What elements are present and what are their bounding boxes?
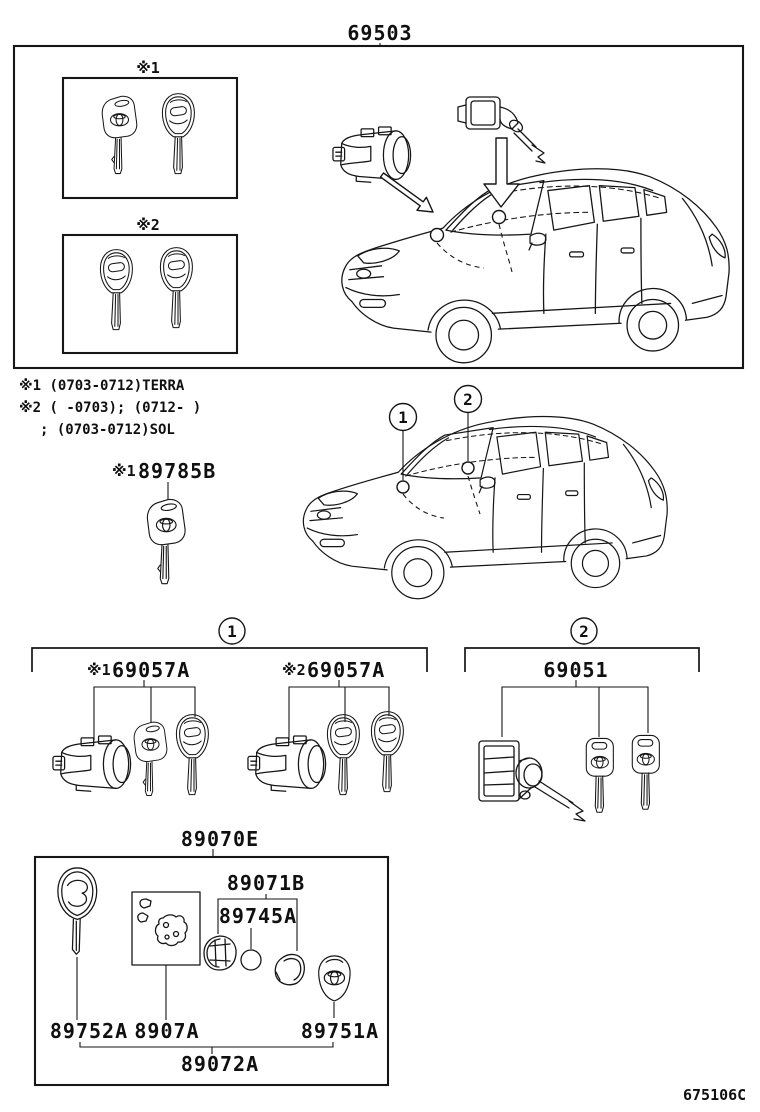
callout-2-number: 2 [463, 390, 473, 409]
set2-leader-lines [289, 687, 389, 740]
pointer-arrow [381, 173, 434, 212]
hidden-line [468, 476, 480, 514]
covered-key-illustration [327, 715, 359, 795]
variant1-box [63, 78, 237, 198]
door-key-illustration [632, 735, 659, 809]
covered-key-illustration [162, 94, 194, 174]
circuit-module-illustration [155, 915, 187, 946]
group1-ignition-sets [32, 618, 427, 795]
callout-1-number: 1 [398, 408, 408, 427]
lock-position-marker [431, 229, 444, 242]
hidden-line [437, 243, 484, 268]
transponder-key-section [112, 459, 216, 584]
application-notes [19, 378, 201, 438]
variant2-box [63, 235, 237, 353]
part-number-69503: 69503 [347, 21, 413, 45]
group2-door-lock-set [465, 618, 699, 821]
part-number-69051: 69051 [543, 658, 609, 682]
set1-prefix: ※1 [87, 661, 111, 679]
part-number-89785B: 89785B [138, 459, 217, 483]
lock-position-marker [462, 462, 474, 474]
hidden-line [499, 224, 512, 272]
transmitter-module-box [132, 892, 200, 965]
part-number-69057A-1: 69057A [112, 658, 191, 682]
transponder-key-illustration [147, 499, 185, 583]
master-key-illustration [134, 722, 167, 795]
ignition-cylinder-illustration [248, 736, 326, 791]
group2-leader-lines [502, 687, 648, 737]
lock-position-marker [397, 481, 409, 493]
housing-front-illustration [204, 936, 236, 970]
car-callout-section [303, 386, 667, 599]
part-number-89752A: 89752A [49, 1019, 129, 1043]
variant2-label: ※2 [136, 216, 160, 234]
clip-part [140, 899, 151, 908]
part-prefix: ※1 [112, 462, 136, 480]
clip-part [138, 913, 148, 922]
set2-prefix: ※2 [282, 661, 306, 679]
covered-key-illustration [100, 250, 132, 330]
lock-position-marker [493, 211, 506, 224]
covered-key-illustration [176, 715, 208, 795]
part-number-89072A: 89072A [180, 1052, 260, 1076]
part-number-89745A: 89745A [218, 904, 298, 928]
assembly-box-outline [14, 46, 743, 368]
key-plate-illustration [58, 868, 97, 954]
car-top-illustration [342, 169, 729, 363]
lock-cylinder-set-section [14, 21, 743, 368]
part-number-89071B: 89071B [226, 871, 306, 895]
covered-key-illustration [160, 248, 192, 328]
part-number-8907A: 8907A [134, 1019, 200, 1043]
part-number-69057A-2: 69057A [307, 658, 386, 682]
ignition-cylinder-illustration [53, 736, 131, 791]
transmitter-cover-illustration [319, 956, 350, 1001]
part-number-89751A: 89751A [300, 1019, 380, 1043]
variant1-label: ※1 [136, 59, 160, 77]
hidden-line [403, 494, 444, 518]
note-line-2: ※2 ( -0703); (0712- ) [19, 400, 202, 416]
note-line-1: ※1 (0703-0712)TERRA [19, 378, 185, 394]
car-bottom-illustration [303, 416, 667, 598]
part-number-89070E: 89070E [180, 827, 260, 851]
covered-key-illustration [371, 712, 403, 792]
group1-callout-number: 1 [227, 622, 237, 641]
note-line-3: ; (0703-0712)SOL [40, 422, 175, 438]
group2-callout-number: 2 [579, 622, 589, 641]
door-lock-assembly-illustration [479, 741, 585, 821]
housing-cover-illustration [275, 954, 304, 984]
battery-illustration [241, 950, 261, 970]
figure-code: 675106C [683, 1086, 747, 1104]
door-key-illustration [586, 738, 613, 812]
master-key-illustration [102, 96, 137, 173]
transmitter-assembly-section [35, 827, 388, 1085]
ignition-cylinder-illustration [333, 127, 411, 182]
